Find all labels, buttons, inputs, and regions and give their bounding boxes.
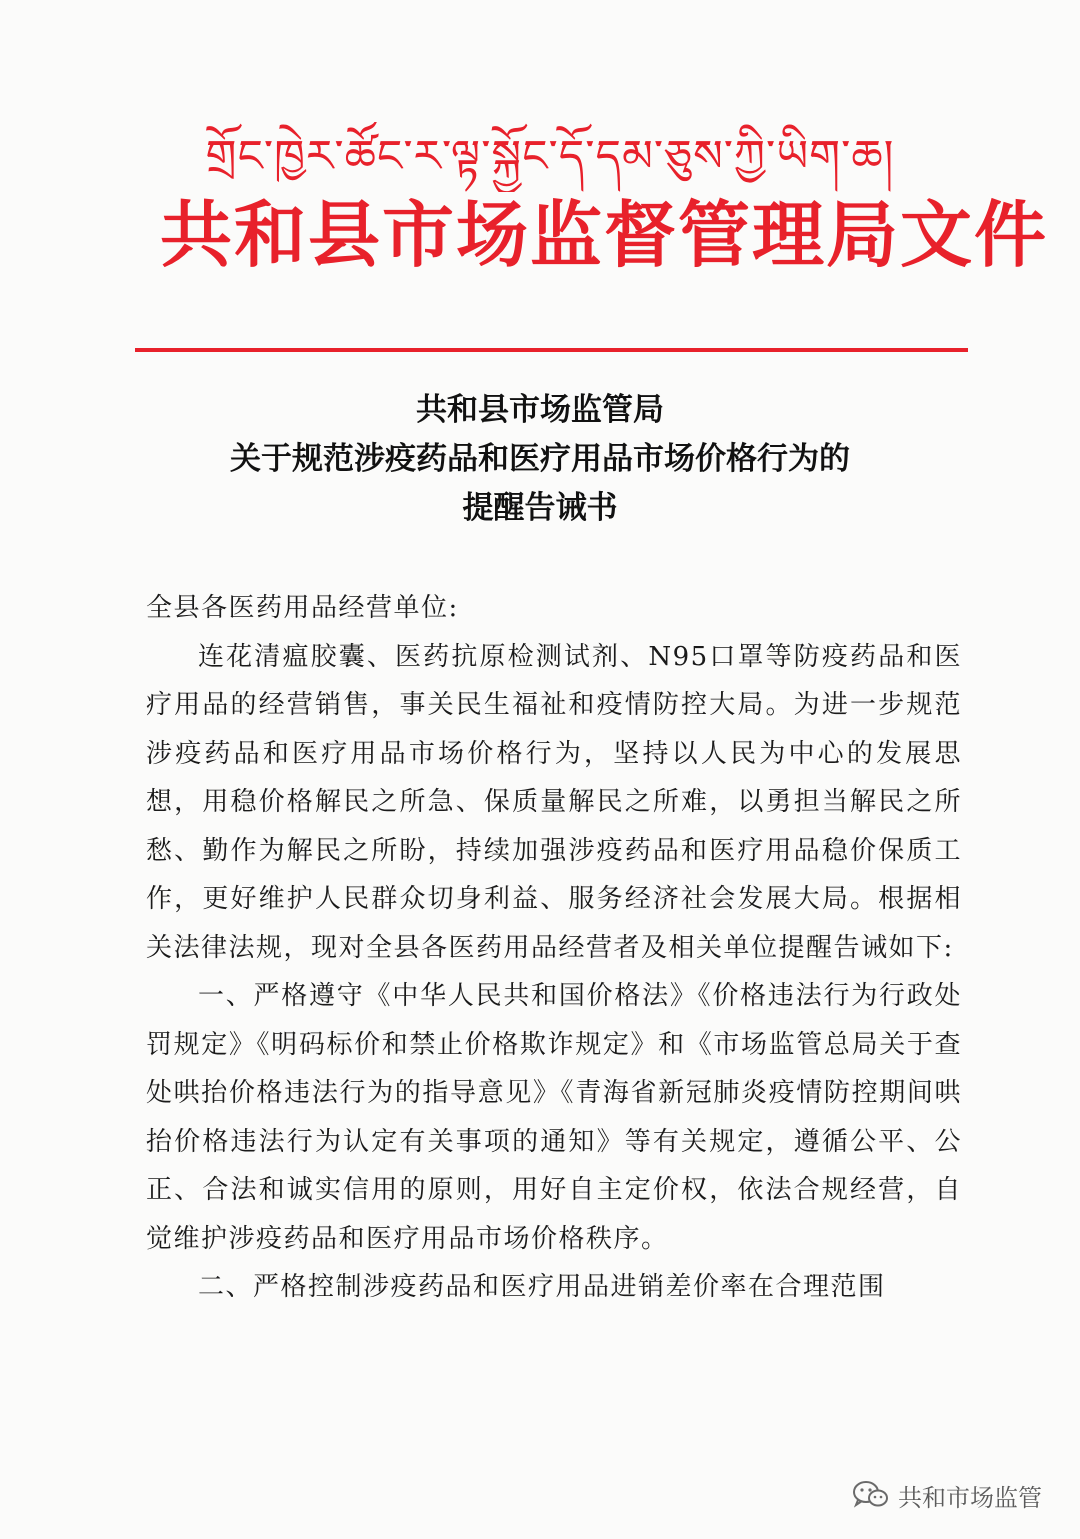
account-name: 共和市场监管 [898, 1483, 1042, 1512]
wechat-icon [852, 1480, 890, 1510]
title-line-1: 共和县市场监管局 [416, 392, 664, 428]
title-line-3: 提醒告诫书 [462, 490, 618, 526]
paragraph-1: 连花清瘟胶囊、医药抗原检测试剂、N95口罩等防疫药品和医疗用品的经营销售，事关民生福祉和疫情防控大局。为进一步规范涉疫药品和医疗用品市场价格行为，坚持以人民为中心的发展思想，用稳价格解民之所急、保质量解民之所难，以勇担当解民之所愁、勤作为解民之所盼，持续加强涉疫药品和医疗用品稳价保质工作，更好维护人民群众切身利益、服务经济社会发展大局。根据相关法律法规，现对全县各医药用品经营者及相关单位提醒告诫如下: [146, 641, 962, 963]
account-watermark [852, 1475, 1042, 1515]
red-divider-line [135, 348, 968, 352]
title-line-2: 关于规范涉疫药品和医疗用品市场价格行为的 [230, 441, 850, 477]
document-title [100, 386, 980, 533]
salutation: 全县各医药用品经营单位: [146, 593, 459, 623]
document-header-title: 共和县市场监督管理局文件 [160, 192, 1049, 277]
paragraph-3: 二、严格控制涉疫药品和医疗用品进销差价率在合理范围 [198, 1272, 886, 1302]
tibetan-header: གྲོང་ཁྱེར་ཚོང་ར་ལྟ་སྐྱོང་དོ་དམ་ཅུས་ཀྱི་ཡིག་ཆ། [205, 131, 895, 182]
document-body [146, 584, 962, 1312]
paragraph-2: 一、严格遵守《中华人民共和国价格法》《价格违法行为行政处罚规定》《明码标价和禁止价格欺诈规定》和《市场监管总局关于查处哄抬价格违法行为的指导意见》《青海省新冠肺炎疫情防控期间哄抬价格违法行为认定有关事项的通知》等有关规定，遵循公平、公正、合法和诚实信用的原则，用好自主定价权，依法合规经营，自觉维护涉疫药品和医疗用品市场价格秩序。 [146, 981, 962, 1254]
